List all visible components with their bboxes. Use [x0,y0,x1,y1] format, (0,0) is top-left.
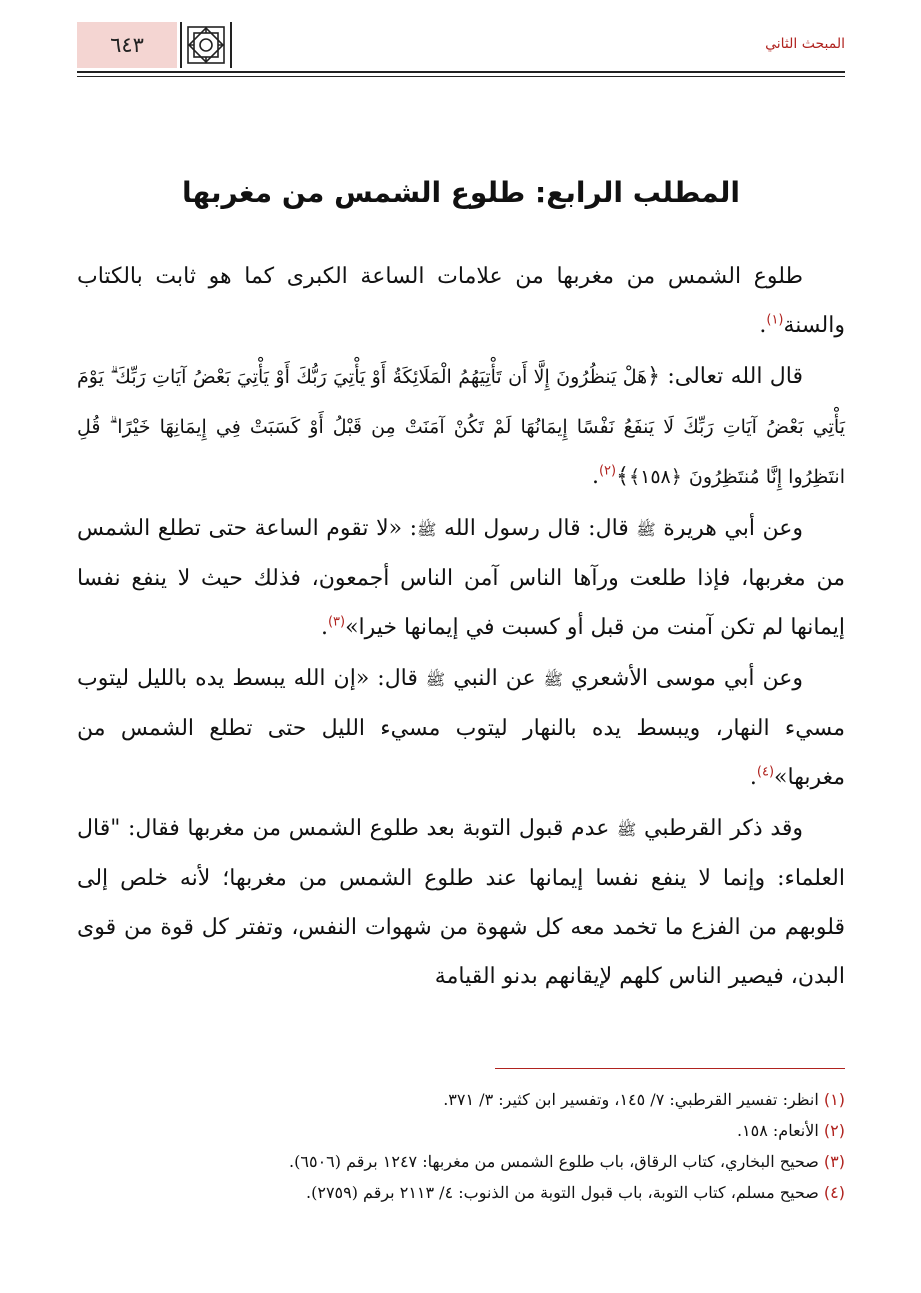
ayah-number-marker: ﴿١٥٨﴾ [628,466,682,488]
paragraph [77,504,845,652]
footnotes [77,1084,845,1208]
page-header-number-block [77,22,234,68]
paragraph [77,654,845,802]
punctuation: . [591,464,599,489]
paragraph [77,252,845,350]
footnote [77,1115,845,1146]
footnote-ref: (٤) [756,764,775,780]
footnote-text: صحيح مسلم، كتاب التوبة، باب قبول التوبة من الذنوب: ٤/ ٢١١٣ برقم (٢٧٥٩). [306,1183,819,1202]
footnote-number: (٤) [823,1183,845,1202]
honorific-glyph: ﷺ [425,670,446,689]
punctuation: . [759,313,767,338]
footnote-ref: (٢) [598,463,617,479]
honorific-glyph: ﷺ [617,820,637,839]
footnote-number: (٢) [823,1121,845,1140]
header-rule [77,71,845,73]
running-head: المبحث الثاني [765,36,845,52]
footnote [77,1084,845,1115]
hadith-text: قال: «إن الله يبسط يده بالليل ليتوب مسيء النهار، ويبسط يده بالنهار ليتوب مسيء الليل حتى تطلع الشمس من مغربها» [77,666,845,790]
paragraph-text: طلوع الشمس من مغربها من علامات الساعة الكبرى كما هو ثابت بالكتاب والسنة [77,264,845,338]
paragraph-text: قال: قال رسول الله [443,516,629,541]
footnote-ref: (٣) [327,614,346,630]
section-title: المطلب الرابع: طلوع الشمس من مغربها [182,176,740,209]
footnote [77,1146,845,1177]
paragraph-text: عن النبي [453,666,536,691]
page-number: ٦٤٣ [77,22,177,68]
header-rule-thin [77,76,845,77]
footnote-ref: (١) [766,312,784,328]
footnote-number: (١) [823,1090,845,1109]
paragraph-text: عدم قبول التوبة بعد طلوع الشمس من مغربها فقال: "قال العلماء: وإنما لا ينفع نفسا إيمانها عند طلوع الشمس من مغربها؛ لأنه خلص إلى قلوبهم من الفزع ما تخمد معه كل شهوة من شهوات النفس، وتفتر كل قوة من قوى البدن، فيصير الناس كلهم لإيقانهم بدنو القيامة [77,816,845,989]
main-text [77,252,845,1003]
honorific-glyph: ﷺ [417,520,437,539]
footnote [77,1177,845,1208]
honorific-glyph: ﷺ [636,520,656,539]
honorific-glyph: ﷺ [543,670,563,689]
paragraph-text: قال الله تعالى: [667,364,803,389]
quran-close-bracket: ﴾ [616,464,629,489]
punctuation: . [320,615,328,640]
quran-open-bracket: ﴿ [647,364,661,389]
footnote-text: صحيح البخاري، كتاب الرقاق، باب طلوع الشمس من مغربها: ١٢٤٧ برقم (٦٥٠٦). [289,1152,819,1171]
paragraph-text: وقد ذكر القرطبي [644,816,804,841]
quran-verse: هَلْ يَنظُرُونَ إِلَّا أَن تَأْتِيَهُمُ الْمَلَائِكَةُ أَوْ يَأْتِيَ رَبُّكَ أَوْ يَأْتِيَ بَعْضُ آيَاتِ رَبِّكَ ۗ يَوْمَ يَأْتِي بَعْضُ آيَاتِ رَبِّكَ لَا يَنفَعُ نَفْسًا إِيمَانُهَا لَمْ تَكُنْ آمَنَتْ مِن قَبْلُ أَوْ كَسَبَتْ فِي إِيمَانِهَا خَيْرًا ۗ قُلِ انتَظِرُوا إِنَّا مُنتَظِرُونَ [77,366,845,488]
paragraph-text: وعن أبي موسى الأشعري [570,666,804,691]
footnote-text: الأنعام: ١٥٨. [736,1121,819,1140]
paragraph-quran [77,352,845,502]
paragraph [77,804,845,1001]
hadith-text: : «لا تقوم الساعة حتى تطلع الشمس من مغربها، فإذا طلعت ورآها الناس آمن الناس أجمعون، فذلك حيث لا ينفع نفسا إيمانها لم تكن آمنت من قبل أو كسبت في إيمانها خيرا» [77,516,845,640]
footnote-separator [495,1068,845,1069]
geometric-star-ornament-icon [180,22,232,68]
punctuation: . [749,765,757,790]
footnote-text: انظر: تفسير القرطبي: ٧/ ١٤٥، وتفسير ابن كثير: ٣/ ٣٧١. [443,1090,819,1109]
paragraph-text: وعن أبي هريرة [663,516,804,541]
footnote-number: (٣) [823,1152,845,1171]
